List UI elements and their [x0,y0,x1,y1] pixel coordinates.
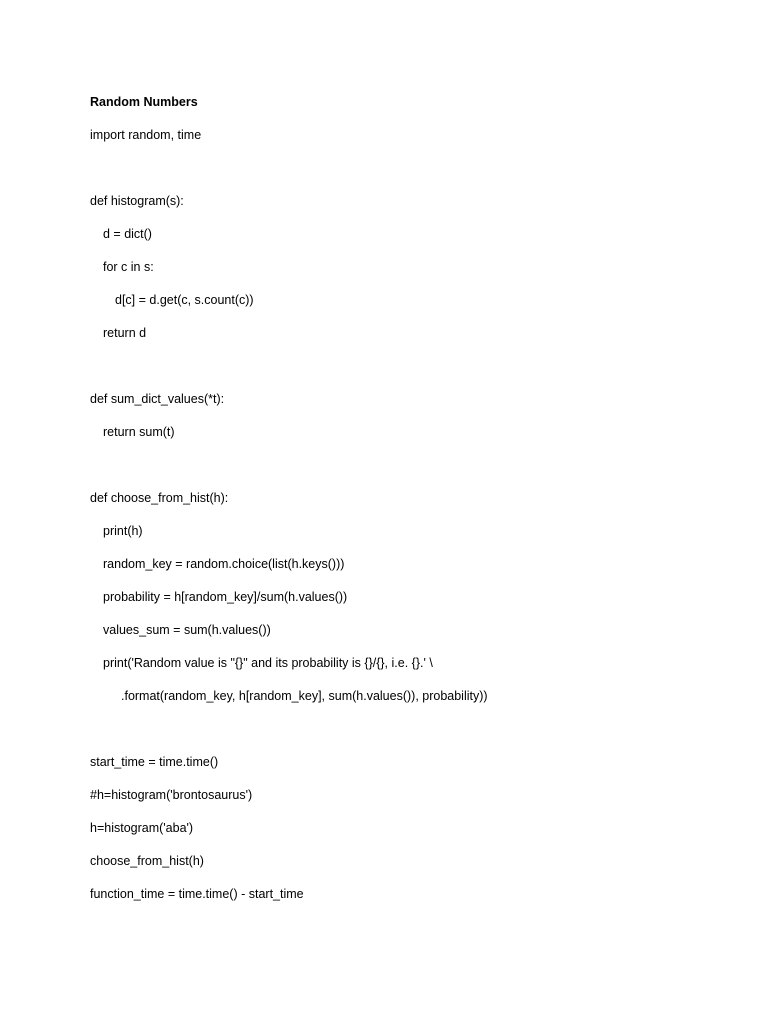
code-line: def histogram(s): [90,194,184,208]
code-line: function_time = time.time() - start_time [90,887,304,901]
code-line: import random, time [90,128,202,142]
document-title: Random Numbers [90,95,198,109]
code-line: random_key = random.choice(list(h.keys())) [103,557,345,571]
code-line: return d [103,326,147,340]
code-line: choose_from_hist(h) [90,854,204,868]
code-line: probability = h[random_key]/sum(h.values()) [103,590,348,604]
code-line: #h=histogram('brontosaurus') [90,788,253,802]
code-line: start_time = time.time() [90,755,219,769]
blank-line [90,721,708,737]
code-line: for c in s: [103,260,154,274]
blank-line [90,160,708,176]
code-line: d = dict() [103,227,152,241]
code-line: def choose_from_hist(h): [90,491,229,505]
code-line: return sum(t) [103,425,175,439]
blank-line [90,358,708,374]
code-line: .format(random_key, h[random_key], sum(h.values()), probability)) [121,689,488,703]
blank-line [90,457,708,473]
code-line: print(h) [103,524,143,538]
code-line: d[c] = d.get(c, s.count(c)) [115,293,254,307]
code-line: print('Random value is "{}" and its probability is {}/{}, i.e. {}.' \ [103,656,433,670]
document-body [90,94,708,919]
code-line: def sum_dict_values(*t): [90,392,225,406]
code-line: values_sum = sum(h.values()) [103,623,271,637]
code-line: h=histogram('aba') [90,821,194,835]
